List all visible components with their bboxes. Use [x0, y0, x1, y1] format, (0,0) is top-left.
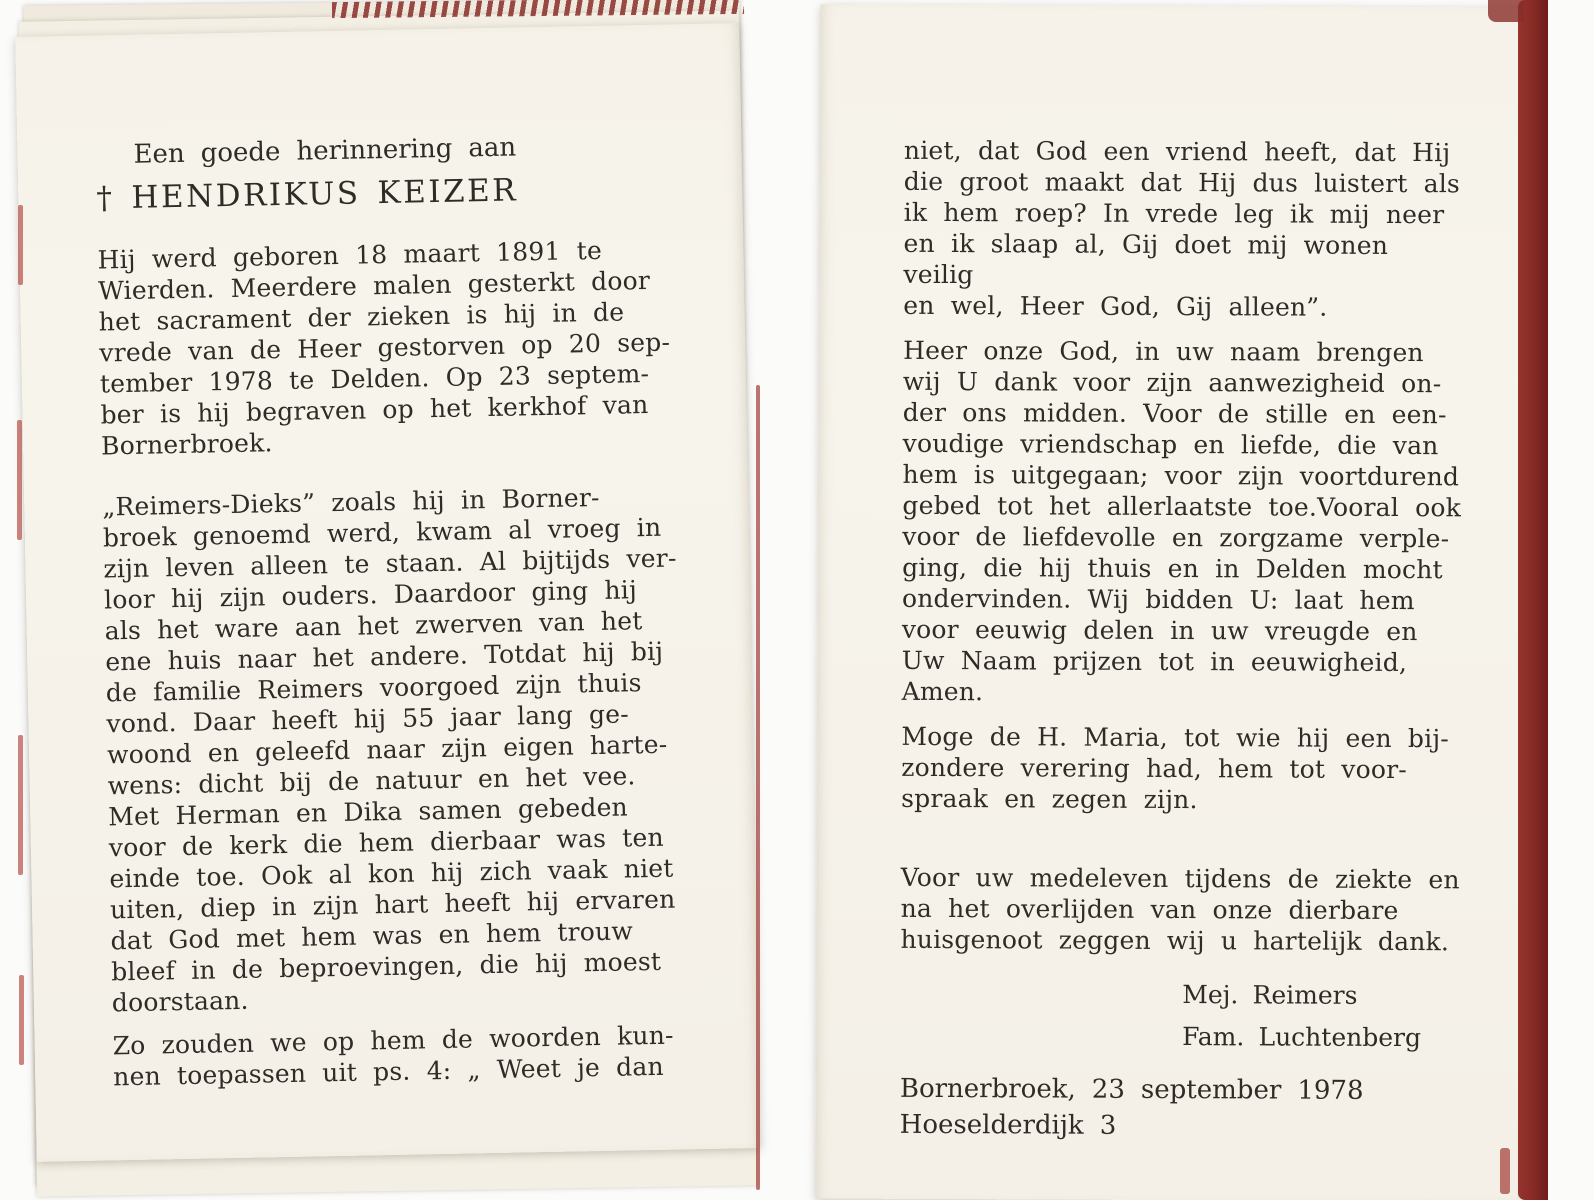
red-card-edge-top-right — [1488, 0, 1524, 22]
right-page-text-block — [816, 4, 1523, 1145]
paragraph-psalm-quote: niet, dat God een vriend heeft, dat Hij die groot maakt dat Hij dus luistert als ik hem roep? In vrede leg ik mij neer en ik slaap al, Gij doet mij wonen veilig en wel, Heer God, Gij alleen”. — [903, 135, 1461, 322]
red-edge-mark-left — [19, 975, 24, 1065]
red-edge-mark-bottom-right — [1500, 1148, 1510, 1194]
memorial-card-right-page — [815, 4, 1522, 1200]
red-edge-mark-left — [18, 735, 23, 875]
left-page-text-block — [15, 23, 759, 1094]
red-edge-mark-left — [17, 420, 22, 540]
paragraph-maria: Moge de H. Maria, tot wie hij een bij- zondere verering had, hem tot voor- spraak en zegen zijn. — [901, 721, 1450, 815]
memorial-card-left-page — [15, 23, 760, 1162]
deceased-name-title: † HENDRIKUS KEIZER — [96, 172, 519, 217]
paragraph-thanks: Voor uw medeleven tijdens de ziekte en na het overlijden van onze dierbare huisgenoot zeggen wij u hartelijk dank. — [900, 862, 1460, 957]
red-card-edge-center — [756, 385, 760, 1190]
signatures: Mej. Reimers Fam. Luchtenberg — [1182, 980, 1422, 1053]
paragraph-prayer: Heer onze God, in uw naam brengen wij U dank voor zijn aanwezigheid on- der ons midden. Voor de stille en een- voudige vriendschap en liefde, die van hem is uitgegaan; voor zijn voortdurend gebed tot het allerlaatste toe.Vooral ook voor de liefdevolle en zorgzame verple- ging, die hij thuis en in Delden mocht ondervinden. Wij bidden U: laat hem voor eeuwig delen in uw vreugde en Uw Naam prijzen tot in eeuwigheid, Amen. — [901, 335, 1462, 707]
paragraph-psalm-intro: Zo zouden we op hem de woorden kun- nen toepassen uit ps. 4: „ Weet je dan — [112, 1020, 674, 1092]
place-date-address: Bornerbroek, 23 september 1978 Hoeselderdijk 3 — [899, 1073, 1364, 1141]
red-edge-mark-left — [18, 205, 23, 285]
memorial-header-line: Een goede herinnering aan — [133, 132, 517, 170]
paragraph-life-story: „Reimers-Dieks” zoals hij in Borner- broek genoemd werd, kwam al vroeg in zijn leven alleen te staan. Al bijtijds ver- loor hij zijn ouders. Daardoor ging hij als het ware aan het zwerven van het ene huis naar het andere. Totdat hij bij de familie Reimers voorgoed zijn thuis vond. Daar heeft hij 55 jaar lang ge- woond en geleefd naar zijn eigen harte- wens: dicht bij de natuur en het vee. Met Herman en Dika samen gebeden voor de kerk die hem dierbaar was ten einde toe. Ook al kon hij zich vaak niet uiten, diep in zijn hart heeft hij ervaren dat God met hem was en hem trouw bleef in de beproevingen, die hij moest doorstaan. — [102, 482, 677, 1018]
red-card-edge-right — [1518, 0, 1548, 1200]
paragraph-birth-and-death: Hij werd geboren 18 maart 1891 te Wierden. Meerdere malen gesterkt door het sacrament der zieken is hij in de vrede van de Heer gestorven op 20 sep- tember 1978 te Delden. Op 23 septem- ber is hij begraven op het kerkhof van Bornerbroek. — [97, 235, 671, 461]
